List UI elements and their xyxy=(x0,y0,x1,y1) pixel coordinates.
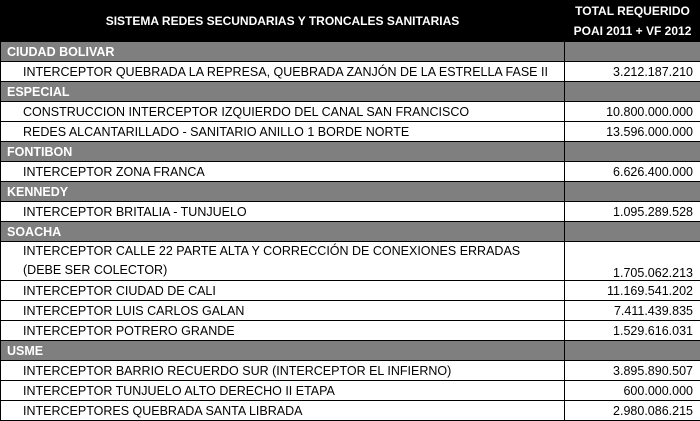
header-total xyxy=(565,1,700,42)
project-name: INTERCEPTOR POTRERO GRANDE xyxy=(1,321,565,341)
project-total: 3.212.187.210 xyxy=(565,62,700,82)
table-row xyxy=(1,321,700,341)
project-name: INTERCEPTOR QUEBRADA LA REPRESA, QUEBRADA ZANJÓN DE LA ESTRELLA FASE II xyxy=(1,62,565,82)
group-value-cell xyxy=(565,341,700,361)
project-total: 1.705.062.213 xyxy=(565,242,700,281)
header-total-line2: POAI 2011 + VF 2012 xyxy=(573,24,692,38)
project-total: 7.411.439.835 xyxy=(565,301,700,321)
table-row xyxy=(1,62,700,82)
project-name: INTERCEPTOR BARRIO RECUERDO SUR (INTERCEPTOR EL INFIERNO) xyxy=(1,361,565,381)
group-row xyxy=(1,82,700,102)
table-row xyxy=(1,401,700,421)
group-value-cell xyxy=(565,42,700,62)
group-row xyxy=(1,142,700,162)
project-total: 2.980.086.215 xyxy=(565,401,700,421)
group-name: SOACHA xyxy=(1,222,565,242)
project-name: INTERCEPTOR LUIS CARLOS GALAN xyxy=(1,301,565,321)
project-total: 10.800.000.000 xyxy=(565,102,700,122)
table-row xyxy=(1,361,700,381)
group-row xyxy=(1,341,700,361)
group-value-cell xyxy=(565,222,700,242)
table-row xyxy=(1,202,700,222)
group-value-cell xyxy=(565,142,700,162)
project-total: 13.596.000.000 xyxy=(565,122,700,142)
group-value-cell xyxy=(565,182,700,202)
header-title: SISTEMA REDES SECUNDARIAS Y TRONCALES SANITARIAS xyxy=(1,1,565,42)
table-row xyxy=(1,122,700,142)
table-row xyxy=(1,381,700,401)
project-name: INTERCEPTOR CALLE 22 PARTE ALTA Y CORRECCIÓN DE CONEXIONES ERRADAS (DEBE SER COLECTOR) xyxy=(1,242,565,281)
project-name: REDES ALCANTARILLADO - SANITARIO ANILLO 1 BORDE NORTE xyxy=(1,122,565,142)
project-total: 1.529.616.031 xyxy=(565,321,700,341)
group-row xyxy=(1,182,700,202)
header-row xyxy=(1,1,700,42)
table-body xyxy=(1,1,700,421)
group-name: USME xyxy=(1,341,565,361)
project-total: 3.895.890.507 xyxy=(565,361,700,381)
table-row xyxy=(1,281,700,301)
project-name: INTERCEPTOR BRITALIA - TUNJUELO xyxy=(1,202,565,222)
group-row xyxy=(1,42,700,62)
table-row xyxy=(1,242,700,281)
project-name: INTERCEPTORES QUEBRADA SANTA LIBRADA xyxy=(1,401,565,421)
header-total-line1: TOTAL REQUERIDO xyxy=(575,4,690,18)
project-name: CONSTRUCCION INTERCEPTOR IZQUIERDO DEL CANAL SAN FRANCISCO xyxy=(1,102,565,122)
project-total: 11.169.541.202 xyxy=(565,281,700,301)
project-total: 1.095.289.528 xyxy=(565,202,700,222)
group-row xyxy=(1,222,700,242)
project-name: INTERCEPTOR TUNJUELO ALTO DERECHO II ETAPA xyxy=(1,381,565,401)
project-name: INTERCEPTOR ZONA FRANCA xyxy=(1,162,565,182)
project-total: 6.626.400.000 xyxy=(565,162,700,182)
table-row xyxy=(1,301,700,321)
group-value-cell xyxy=(565,82,700,102)
group-name: FONTIBON xyxy=(1,142,565,162)
group-name: KENNEDY xyxy=(1,182,565,202)
table-row xyxy=(1,162,700,182)
group-name: CIUDAD BOLIVAR xyxy=(1,42,565,62)
project-total: 600.000.000 xyxy=(565,381,700,401)
group-name: ESPECIAL xyxy=(1,82,565,102)
table-row xyxy=(1,102,700,122)
project-name: INTERCEPTOR CIUDAD DE CALI xyxy=(1,281,565,301)
